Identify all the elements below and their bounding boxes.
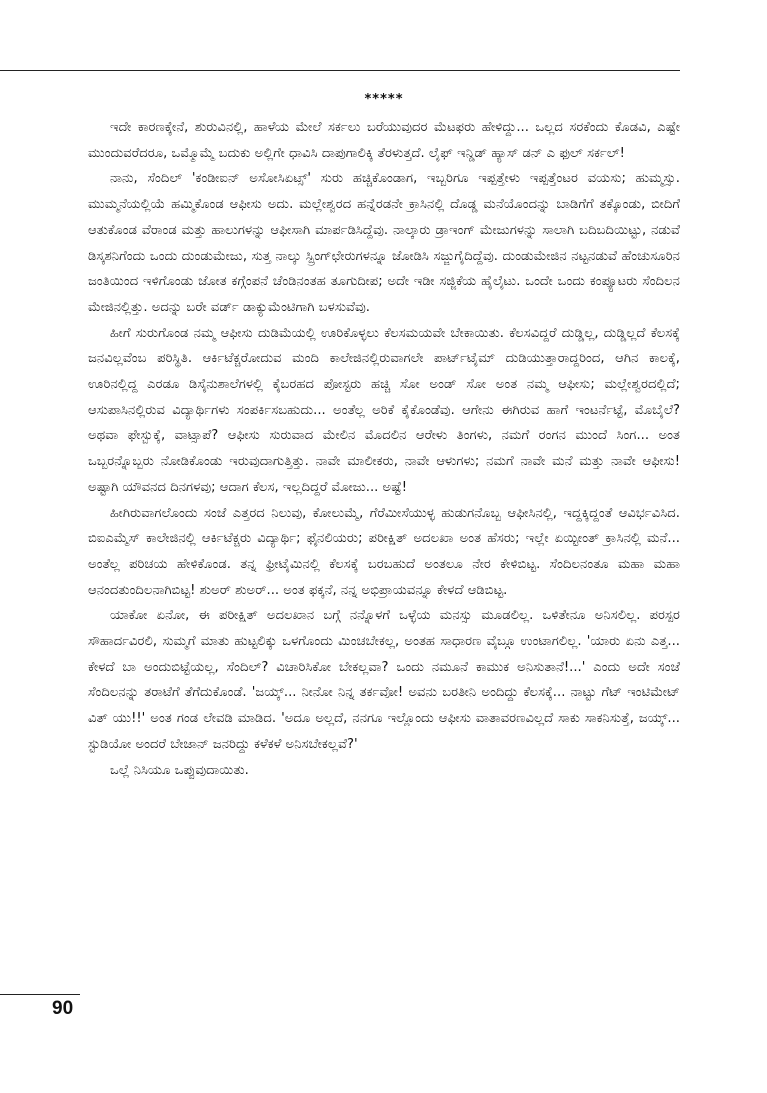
paragraph-1: ಇದೇ ಕಾರಣಕ್ಕೇನೆ, ಶುರುವಿನಲ್ಲಿ, ಹಾಳೆಯ ಮೇಲೆ ಸರ್ಕಲು ಬರೆಯುವುದರ ಮೆಟಫರು ಹೇಳಿದ್ದು... ಒಲ್ಲದ ಸರಕೆಂದು ಕೊಡವಿ, ಎಷ್ಟೇ ಮುಂದುವರೆದರೂ, ಒಮ್ಮೊಮ್ಮೆ ಬದುಕು ಅಲ್ಲಿಗೇ ಧಾವಿಸಿ ದಾಪುಗಾಲಿಕ್ಕಿ ತೆರಳುತ್ತದೆ. ಲೈಫ್ ಇನ್ಡಿಡ್ ಹ್ಯಾಸ್ ಡನ್ ಎ ಫುಲ್ ಸರ್ಕಲ್! (88, 120, 680, 161)
bottom-rule (0, 994, 80, 995)
paragraph-3: ಹೀಗೆ ಸುರುಗೊಂಡ ನಮ್ಮ ಆಫೀಸು ದುಡಿಮೆಯಲ್ಲಿ ಊರಿಕೊಳ್ಳಲು ಕೆಲಸಮಯವೇ ಬೇಕಾಯಿತು. ಕೆಲಸವಿದ್ದರೆ ದುಡ್ಡಿಲ್ಲ, ದುಡ್ಡಿಲ್ಲದೆ ಕೆಲಸಕ್ಕೆ ಜನವಿಲ್ಲವೆಂಬ ಪರಿಸ್ಥಿತಿ. ಆರ್ಕಿಟೆಕ್ಚರೋದುವ ಮಂದಿ ಕಾಲೇಜಿನಲ್ಲಿರುವಾಗಲೇ ಪಾರ್ಟ್‌ಟೈಮ್ ದುಡಿಯುತ್ತಾರಾದ್ದರಿಂದ, ಆಗಿನ ಕಾಲಕ್ಕೆ, ಊರಿನಲ್ಲಿದ್ದ ಎರಡೂ ಡಿಸೈನುಶಾಲೆಗಳಲ್ಲಿ ಕೈಬರಹದ ಪೋಸ್ಟರು ಹಚ್ಚಿ ಸೋ ಅಂಡ್ ಸೋ ಅಂತ ನಮ್ಮ ಆಫೀಸು; ಮಲ್ಲೇಶ್ವರದಲ್ಲಿದೆ; ಆಸುಪಾಸಿನಲ್ಲಿರುವ ವಿದ್ಯಾರ್ಥಿಗಳು ಸಂಪರ್ಕಿಸಬಹುದು... ಅಂತೆಲ್ಲ ಅರಿಕೆ ಕೈಕೊಂಡೆವು. ಆಗೇನು ಈಗಿರುವ ಹಾಗೆ ಇಂಟರ್ನೆಟ್ಟೆ, ಮೊಬೈಲೆ? ಅಥವಾ ಫೇಸ್ಬುಕ್ಕೆ, ವಾಟ್ಸಾಪೆ? ಆಫೀಸು ಸುರುವಾದ ಮೇಲಿನ ಮೊದಲಿನ ಆರೇಳು ತಿಂಗಳು, ನಮಗೆ ರಂಗನ ಮುಂದೆ ಸಿಂಗ... ಅಂತ ಒಬ್ಬರನ್ನೊಬ್ಬರು ನೋಡಿಕೊಂಡು ಇರುವುದಾಗುತ್ತಿತ್ತು. ನಾವೇ ಮಾಲೀಕರು, ನಾವೇ ಆಳುಗಳು; ನಮಗೆ ನಾವೇ ಮನೆ ಮತ್ತು ನಾವೇ ಆಫೀಸು! ಅಷ್ಟಾಗಿ ಯೌವನದ ದಿನಗಳವು; ಆದಾಗ ಕೆಲಸ, ಇಲ್ಲದಿದ್ದರೆ ಮೋಜು... ಅಷ್ಟೆ! (88, 325, 681, 495)
page-body (88, 92, 680, 783)
paragraph-2: ನಾನು, ಸೆಂದಿಲ್ 'ಕಂಡೀಐನ್ ಅಸೋಸಿಏಟ್ಸ್' ಸುರು ಹಚ್ಚಿಕೊಂಡಾಗ, ಇಬ್ಬರಿಗೂ ಇಪ್ಪತ್ತೇಳು ಇಪ್ಪತ್ತೆಂಟರ ವಯಸು; ಹುಮ್ಮಸ್ಸು. ಮುಮ್ಮನೆಯಲ್ಲಿಯೆ ಹಮ್ಮಿಕೊಂಡ ಆಫೀಸು ಅದು. ಮಲ್ಲೇಶ್ವರದ ಹನ್ನೆರಡನೇ ಕ್ರಾಸಿನಲ್ಲಿ ದೊಡ್ಡ ಮನೆಯೊಂದನ್ನು ಬಾಡಿಗೆಗೆ ತಕ್ಕೊಂಡು, ಬೀದಿಗೆ ಆತುಕೊಂಡ ವೆರಾಂಡ ಮತ್ತು ಹಾಲುಗಳನ್ನು ಆಫೀಸಾಗಿ ಮಾರ್ಪಡಿಸಿದ್ದೆವು. ನಾಲ್ಕಾರು ಡ್ರಾಇಂಗ್ ಮೇಜುಗಳನ್ನು ಸಾಲಾಗಿ ಬದಿಬದಿಯಿಟ್ಟು, ನಡುವೆ ಡಿಸ್ಕಶನಿಗೆಂದು ಒಂದು ದುಂಡುಮೇಜು, ಸುತ್ತ ನಾಲ್ಕು ಸ್ಪ್ರಿಂಗ್‌ಛೇರುಗಳನ್ನೂ ಜೋಡಿಸಿ ಸಜ್ಜುಗೈದಿದ್ದೆವು. ದುಂಡುಮೇಜಿನ ನಟ್ಟನಡುವೆ ಹೆಂಚುಸೂರಿನ ಜಂತಿಯಿಂದ ಇಳಿಗೊಂಡು ಜೋತ ಕಗ್ಗೆಂಪನೆ ಚೆಂಡಿನಂತಹ ತೂಗುದೀಪ; ಅದೇ ಇಡೀ ಸಜ್ಜಿಕೆಯ ಹೈಲೈಟು. ಒಂದೇ ಒಂದು ಕಂಪ್ಯೂಟರು ಸೆಂದಿಲನ ಮೇಜಿನಲ್ಲಿತ್ತು. ಅದನ್ನು ಬರೇ ವರ್ಡ್ ಡಾಕ್ಯುಮೆಂಟಿಗಾಗಿ ಬಳಸುವೆವು. (88, 171, 680, 315)
paragraph-6: ಒಲ್ಲೆ ನಿಸಿಯೂ ಒಪ್ಪುವುದಾಯಿತು. (110, 762, 249, 778)
paragraph-5: ಯಾಕೋ ಏನೋ, ಈ ಪರೀಕ್ಷಿತ್ ಅದಲಖಾನ ಬಗ್ಗೆ ನನ್ನೊಳಗೆ ಒಳ್ಳೆಯ ಮನಸ್ಸು ಮೂಡಲಿಲ್ಲ. ಒಳಿತೇನೂ ಅನಿಸಲಿಲ್ಲ. ಪರಸ್ಪರ ಸೌಹಾರ್ದವಿರಲಿ, ಸುಮ್ಮಗೆ ಮಾತು ಹುಟ್ಟಲಿಕ್ಕು ಒಳಗೊಂದು ಮಿಂಚಬೇಕಲ್ಲ, ಅಂತಹ ಸಾಧಾರಣ ವೈಬ್ಗೂ ಉಂಟಾಗಲಿಲ್ಲ. 'ಯಾರು ಏನು ಎತ್ತ... ಕೇಳದೆ ಬಾ ಅಂದುಬಿಟ್ಟೆಯಲ್ಲ, ಸೆಂದಿಲ್? ವಿಚಾರಿಸಿಕೋ ಬೇಕಲ್ಲವಾ? ಒಂದು ನಮೂನೆ ಕಾಮುಕ ಅನಿಸುತಾನೆ!...' ಎಂದು ಅದೇ ಸಂಜೆ ಸೆಂದಿಲನನ್ನು ತರಾಟೆಗೆ ತೆಗೆದುಕೊಂಡೆ. 'ಜಯ್ಕ್... ನೀನೋ ನಿನ್ನ ತರ್ಕವೋ! ಅವನು ಬರತೀನಿ ಅಂದಿದ್ದು ಕೆಲಸಕ್ಕೆ... ನಾಟ್ಟು ಗೆಟ್ ಇಂಟಿಮೇಟ್ ವಿತ್ ಯು!!' ಅಂತ ಗಂಡ ಲೇವಡಿ ಮಾಡಿದ. 'ಅದೂ ಅಲ್ಲದೆ, ನನಗೂ ಇಲ್ಲೊಂದು ಆಫೀಸು ವಾತಾವರಣವಿಲ್ಲದೆ ಸಾಕು ಸಾಕನಿಸುತ್ತೆ, ಜಯ್ಕ್... ಸ್ಟುಡಿಯೋ ಅಂದರೆ ಬೇಜಾನ್ ಜನರಿದ್ದು ಕಳೆಕಳೆ ಅನಿಸಬೇಕಲ್ಲವೆ?' (88, 608, 680, 752)
paragraph-4: ಹೀಗಿರುವಾಗಲೊಂದು ಸಂಜೆ ಎತ್ತರದ ನಿಲುವು, ಕೋಲುಮ್ಮೆ, ಗೆರೆಮೀಸೆಯುಳ್ಳ ಹುಡುಗನೊಬ್ಬ ಆಫೀಸಿನಲ್ಲಿ, ಇದ್ದಕ್ಕಿದ್ದಂತೆ ಆವಿರ್ಭವಿಸಿದ. ಬಿಐಎಮ್ಮೆಸ್ ಕಾಲೇಜಿನಲ್ಲಿ ಆರ್ಕಿಟೆಕ್ಚರು ವಿದ್ಯಾರ್ಥಿ; ಫೈನಲಿಯರು; ಪರೀಕ್ಷಿತ್ ಅದಲಖಾ ಅಂತ ಹೆಸರು; ಇಲ್ಲೇ ಏಯ್ಟೀಂತ್ ಕ್ರಾಸಿನಲ್ಲಿ ಮನೆ... ಅಂತೆಲ್ಲ ಪರಿಚಯ ಹೇಳಿಕೊಂಡ. ತನ್ನ ಫ್ರೀಟೈಮಿನಲ್ಲಿ ಕೆಲಸಕ್ಕೆ ಬರಬಹುದೆ ಅಂತಲೂ ನೇರ ಕೇಳಿಬಿಟ್ಟ. ಸೆಂದಿಲನಂತೂ ಮಹಾ ಮಹಾ ಆನಂದತುಂದಿಲನಾಗಿಬಿಟ್ಟ! ಶುಅರ್ ಶುಅರ್... ಅಂತ ಫಕ್ಕನೆ, ನನ್ನ ಅಭಿಪ್ರಾಯವನ್ನೂ ಕೇಳದೆ ಆಡಿಬಿಟ್ಟ. (88, 505, 680, 598)
section-separator: ***** (364, 92, 404, 107)
page-number: 90 (52, 998, 74, 1019)
top-rule (0, 70, 680, 71)
